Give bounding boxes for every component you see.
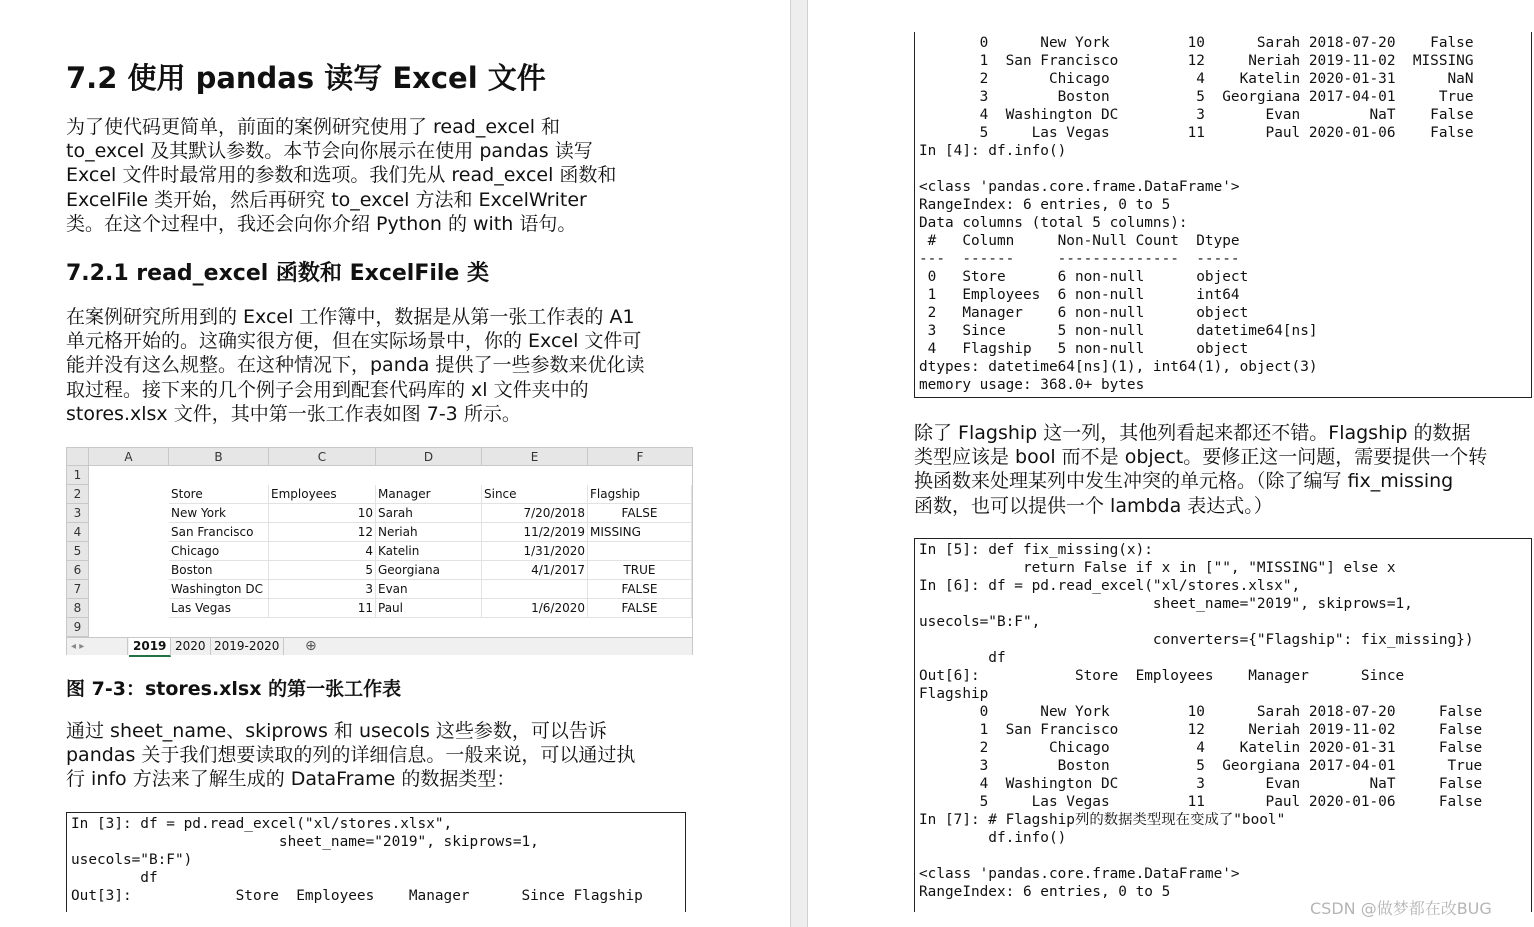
column-header-c: C — [269, 448, 376, 466]
cell-manager: Evan — [376, 580, 482, 599]
cell-manager: Neriah — [376, 523, 482, 542]
code-block-df-info: 0 New York 10 Sarah 2018-07-20 False 1 San Francisco 12 Neriah 2019-11-02 MISSING 2 Chicago 4 Katelin 2020-01-31 NaN 3 Boston 5 Georgiana 2017-04-01 True 4 Washington DC 3 Evan NaT False 5 Las Vegas 11 Paul 2020-01-06 False In [4]: df.info() <class 'pandas.core.frame.DataFrame'> RangeIndex: 6 entries, 0 to 5 Data columns (total 5 columns): # Column Non-Null Count Dtype --- ------ -------------- ----- 0 Store 6 non-null object 1 Employees 6 non-null int64 2 Manager 6 non-null object 3 Since 5 non-null datetime64[ns] 4 Flagship 5 non-null object dtypes: datetime64[ns](1), int64(1), object(3) memory usage: 368.0+ bytes — [914, 32, 1532, 398]
cell-store: Chicago — [169, 542, 269, 561]
page-gutter — [790, 0, 808, 927]
params-line: 通过 sheet_name、skiprows 和 usecols 这些参数，可以告诉 — [66, 720, 607, 742]
cell-flagship — [588, 542, 692, 561]
sheet-nav-arrows[interactable]: ◂ ▸ — [67, 638, 128, 655]
row-number: 4 — [67, 523, 89, 542]
cell-flagship: FALSE — [588, 504, 692, 523]
header-cell-employees: Employees — [269, 485, 376, 504]
header-cell-store: Store — [169, 485, 269, 504]
flagship-paragraph — [914, 421, 1534, 518]
flagship-line: 类型应该是 bool 而不是 object。要修正这一问题，需要提供一个转 — [914, 446, 1488, 469]
intro-paragraph — [66, 115, 684, 236]
case-line: 单元格开始的。这确实很方便，但在实际场景中，你的 Excel 文件可 — [66, 330, 642, 353]
sheet-tab-bar — [67, 637, 692, 655]
sheet-tab-2019[interactable]: 2019 — [129, 638, 171, 657]
column-header-f: F — [588, 448, 692, 466]
cell-store: Washington DC — [169, 580, 269, 599]
cell-flagship: FALSE — [588, 580, 692, 599]
column-header-b: B — [169, 448, 269, 466]
cell-flagship: FALSE — [588, 599, 692, 618]
case-paragraph — [66, 305, 684, 426]
cell-employees: 4 — [269, 542, 376, 561]
cell-since: 4/1/2017 — [482, 561, 588, 580]
cell-manager: Katelin — [376, 542, 482, 561]
cell-employees: 12 — [269, 523, 376, 542]
add-sheet-icon[interactable]: ⊕ — [305, 638, 317, 654]
section-heading: 7.2 使用 pandas 读写 Excel 文件 — [66, 61, 546, 95]
header-cell-since: Since — [482, 485, 588, 504]
select-all-corner — [67, 448, 89, 466]
row-number: 8 — [67, 599, 89, 618]
watermark: CSDN @做梦都在改BUG — [1310, 899, 1492, 918]
intro-line: ExcelFile 类开始，然后再研究 to_excel 方法和 ExcelWriter — [66, 188, 587, 211]
case-line: 能并没有这么规整。在这种情况下，panda 提供了一些参数来优化读 — [66, 354, 645, 377]
cell-since — [482, 580, 588, 599]
row-number: 6 — [67, 561, 89, 580]
cell-store: Boston — [169, 561, 269, 580]
flagship-line: 函数，也可以提供一个 lambda 表达式。） — [914, 494, 1273, 517]
case-line: 在案例研究所用到的 Excel 工作簿中，数据是从第一张工作表的 A1 — [66, 306, 635, 328]
row-number: 5 — [67, 542, 89, 561]
params-paragraph — [66, 719, 684, 792]
flagship-line: 换函数来处理某列中发生冲突的单元格。（除了编写 fix_missing — [914, 470, 1454, 493]
sheet-tab-2019-2020[interactable]: 2019-2020 — [210, 638, 284, 655]
intro-line: 为了使代码更简单，前面的案例研究使用了 read_excel 和 — [66, 116, 561, 138]
column-header-a: A — [89, 448, 169, 466]
cell-flagship: MISSING — [588, 523, 692, 542]
row-number: 1 — [67, 466, 89, 485]
case-line: stores.xlsx 文件，其中第一张工作表如图 7-3 所示。 — [66, 402, 521, 425]
cell-since: 1/31/2020 — [482, 542, 588, 561]
cell-since: 1/6/2020 — [482, 599, 588, 618]
row-number: 2 — [67, 485, 89, 504]
flagship-line: 除了 Flagship 这一列，其他列看起来都还不错。Flagship 的数据 — [914, 422, 1471, 444]
header-cell-flagship: Flagship — [588, 485, 692, 504]
sheet-tab-2020[interactable]: 2020 — [171, 638, 211, 655]
cell-manager: Sarah — [376, 504, 482, 523]
figure-caption: 图 7-3：stores.xlsx 的第一张工作表 — [66, 678, 402, 700]
subsection-heading: 7.2.1 read_excel 函数和 ExcelFile 类 — [66, 261, 490, 286]
cell-employees: 3 — [269, 580, 376, 599]
intro-line: Excel 文件时最常用的参数和选项。我们先从 read_excel 函数和 — [66, 164, 617, 187]
code-block-read-excel: In [3]: df = pd.read_excel("xl/stores.xlsx", sheet_name="2019", skiprows=1, usecols="B:F") df Out[3]: Store Employees Manager Since Flagship — [66, 812, 686, 912]
intro-line: 类。在这个过程中，我还会向你介绍 Python 的 with 语句。 — [66, 212, 577, 235]
row-number: 7 — [67, 580, 89, 599]
case-line: 取过程。接下来的几个例子会用到配套代码库的 xl 文件夹中的 — [66, 378, 589, 401]
code-block-converters: In [5]: def fix_missing(x): return False if x in ["", "MISSING"] else x In [6]: df = pd.read_excel("xl/stores.xlsx", sheet_name="2019", skiprows=1, usecols="B:F", converters={"Flagship": fix_missing}) df Out[6]: Store Employees Manager Since Flagship 0 New York 10 Sarah 2018-07-20 False 1 San Francisco 12 Neriah 2019-11-02 False 2 Chicago 4 Katelin 2020-01-31 False 3 Boston 5 Georgiana 2017-04-01 True 4 Washington DC 3 Evan NaT False 5 Las Vegas 11 Paul 2020-01-06 False In [7]: # Flagship列的数据类型现在变成了"bool" df.info() <class 'pandas.core.frame.DataFrame'> RangeIndex: 6 entries, 0 to 5 — [914, 538, 1532, 912]
cell-store: New York — [169, 504, 269, 523]
row-number: 9 — [67, 618, 89, 637]
cell-since: 7/20/2018 — [482, 504, 588, 523]
column-header-d: D — [376, 448, 482, 466]
row-number: 3 — [67, 504, 89, 523]
cell-employees: 10 — [269, 504, 376, 523]
spreadsheet-figure — [66, 447, 693, 655]
cell-employees: 5 — [269, 561, 376, 580]
cell-store: San Francisco — [169, 523, 269, 542]
cell-store: Las Vegas — [169, 599, 269, 618]
header-cell-manager: Manager — [376, 485, 482, 504]
cell-since: 11/2/2019 — [482, 523, 588, 542]
cell-manager: Paul — [376, 599, 482, 618]
params-line: 行 info 方法来了解生成的 DataFrame 的数据类型： — [66, 768, 516, 791]
cell-flagship: TRUE — [588, 561, 692, 580]
column-header-e: E — [482, 448, 588, 466]
cell-manager: Georgiana — [376, 561, 482, 580]
intro-line: to_excel 及其默认参数。本节会向你展示在使用 pandas 读写 — [66, 140, 593, 163]
cell-employees: 11 — [269, 599, 376, 618]
params-line: pandas 关于我们想要读取的列的详细信息。一般来说，可以通过执 — [66, 744, 636, 767]
